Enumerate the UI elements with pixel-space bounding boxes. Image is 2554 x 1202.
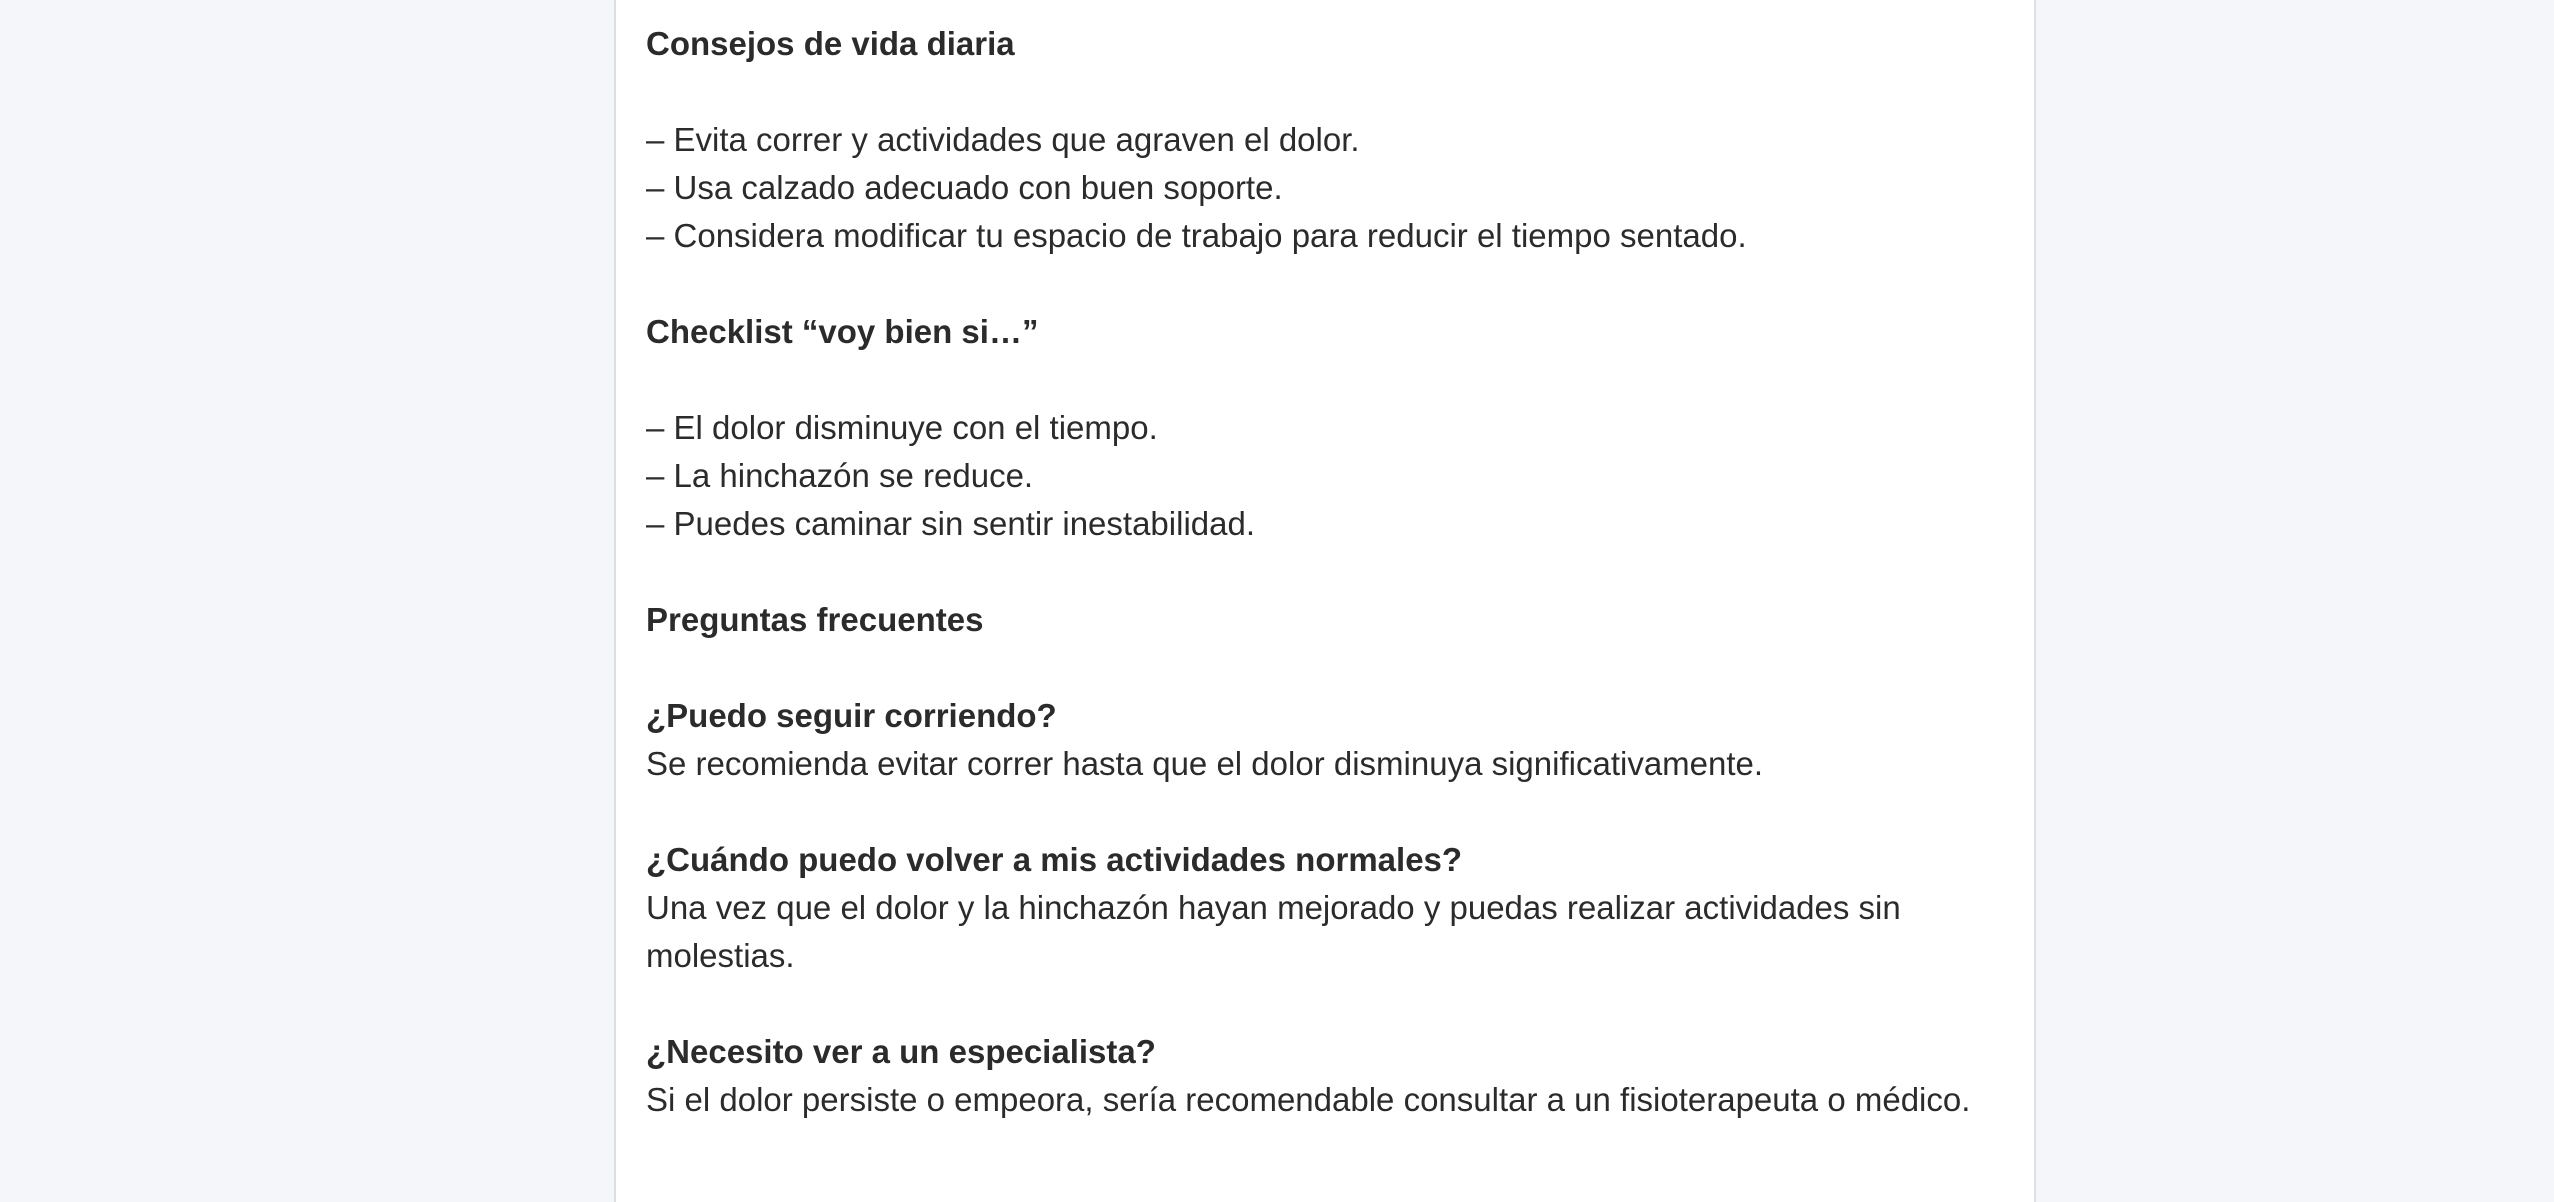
- document-content: [646, 20, 1976, 1124]
- daily-tip-item: – Usa calzado adecuado con buen soporte.: [646, 169, 1283, 206]
- checklist-item: – El dolor disminuye con el tiempo.: [646, 409, 1158, 446]
- spacer: [646, 356, 1976, 404]
- daily-tip-item: – Evita correr y actividades que agraven el dolor.: [646, 121, 1360, 158]
- faq-question: ¿Cuándo puedo volver a mis actividades normales?: [646, 841, 1463, 878]
- daily-tip-item: – Considera modificar tu espacio de trabajo para reducir el tiempo sentado.: [646, 217, 1747, 254]
- spacer: [646, 980, 1976, 1028]
- document-page: [614, 0, 2036, 1202]
- faq-question: ¿Necesito ver a un especialista?: [646, 1033, 1156, 1070]
- faq-answer: Si el dolor persiste o empeora, sería recomendable consultar a un fisioterapeuta o médico.: [646, 1081, 1971, 1118]
- spacer: [646, 788, 1976, 836]
- faq-heading: Preguntas frecuentes: [646, 601, 984, 638]
- checklist-item: – Puedes caminar sin sentir inestabilidad.: [646, 505, 1256, 542]
- spacer: [646, 548, 1976, 596]
- checklist-heading: Checklist “voy bien si…”: [646, 313, 1039, 350]
- checklist-item: – La hinchazón se reduce.: [646, 457, 1034, 494]
- spacer: [646, 644, 1976, 692]
- spacer: [646, 260, 1976, 308]
- spacer: [646, 68, 1976, 116]
- faq-answer: Una vez que el dolor y la hinchazón hayan mejorado y puedas realizar actividades sin molestias.: [646, 889, 1901, 974]
- daily-tips-heading: Consejos de vida diaria: [646, 25, 1015, 62]
- faq-question: ¿Puedo seguir corriendo?: [646, 697, 1057, 734]
- faq-answer: Se recomienda evitar correr hasta que el dolor disminuya significativamente.: [646, 745, 1764, 782]
